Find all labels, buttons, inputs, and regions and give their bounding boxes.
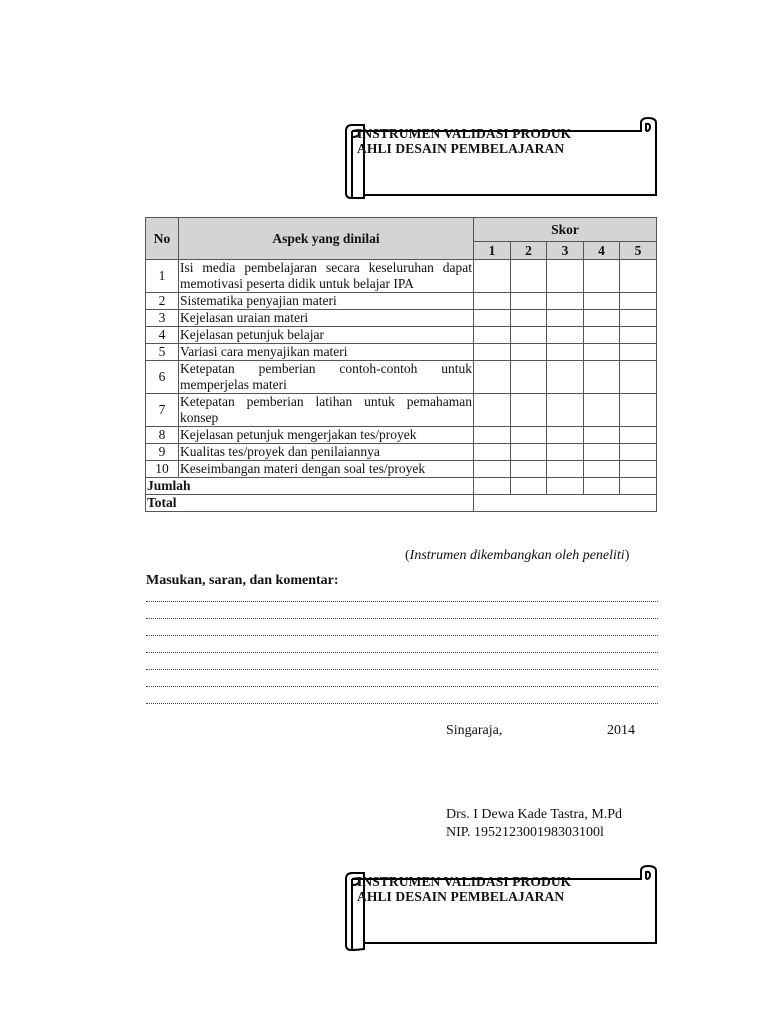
score-col-4: 4 (584, 242, 620, 260)
jumlah-row (146, 478, 657, 495)
note-close: ) (624, 548, 630, 563)
footer-title-line-2: AHLI DESAIN PEMBELAJARAN (357, 889, 565, 904)
row-aspect: Kejelasan petunjuk belajar (179, 327, 474, 344)
table-row (146, 344, 657, 361)
table-row (146, 444, 657, 461)
row-aspect: Kualitas tes/proyek dan penilaiannya (179, 444, 474, 461)
score-cell[interactable] (620, 361, 657, 394)
score-cell[interactable] (511, 461, 547, 478)
score-col-3: 3 (547, 242, 584, 260)
row-number: 10 (146, 461, 179, 478)
score-cell[interactable] (620, 344, 657, 361)
score-cell[interactable] (547, 293, 584, 310)
score-cell[interactable] (620, 310, 657, 327)
table-row (146, 310, 657, 327)
score-cell[interactable] (511, 260, 547, 293)
feedback-line[interactable] (146, 635, 658, 636)
score-cell[interactable] (511, 344, 547, 361)
score-cell[interactable] (620, 260, 657, 293)
score-col-5: 5 (620, 242, 657, 260)
score-cell[interactable] (584, 444, 620, 461)
signature-place: Singaraja, (446, 723, 503, 738)
table-row (146, 260, 657, 293)
feedback-line[interactable] (146, 652, 658, 653)
footer-banner (345, 865, 659, 951)
score-cell[interactable] (584, 260, 620, 293)
score-col-1: 1 (474, 242, 511, 260)
score-cell[interactable] (474, 394, 511, 427)
header-no: No (146, 218, 179, 260)
score-cell[interactable] (620, 394, 657, 427)
row-number: 9 (146, 444, 179, 461)
row-number: 1 (146, 260, 179, 293)
jumlah-label: Jumlah (146, 478, 474, 495)
score-cell[interactable] (620, 444, 657, 461)
score-cell[interactable] (474, 327, 511, 344)
score-cell[interactable] (620, 327, 657, 344)
feedback-label: Masukan, saran, dan komentar: (146, 573, 339, 588)
row-number: 6 (146, 361, 179, 394)
row-aspect: Kejelasan petunjuk mengerjakan tes/proyek (179, 427, 474, 444)
score-cell[interactable] (547, 461, 584, 478)
table-row (146, 461, 657, 478)
note-open: ( (405, 548, 410, 563)
row-aspect: Kejelasan uraian materi (179, 310, 474, 327)
score-cell[interactable] (511, 427, 547, 444)
score-cell[interactable] (547, 344, 584, 361)
validation-table (145, 217, 657, 512)
header-aspek: Aspek yang dinilai (179, 218, 474, 260)
score-cell[interactable] (620, 293, 657, 310)
score-cell[interactable] (584, 394, 620, 427)
score-cell[interactable] (584, 327, 620, 344)
row-number: 4 (146, 327, 179, 344)
score-col-2: 2 (511, 242, 547, 260)
score-cell[interactable] (511, 394, 547, 427)
signature-year: 2014 (607, 723, 635, 738)
score-cell[interactable] (511, 327, 547, 344)
feedback-line[interactable] (146, 669, 658, 670)
score-cell[interactable] (547, 427, 584, 444)
score-cell[interactable] (474, 361, 511, 394)
score-cell[interactable] (584, 461, 620, 478)
score-cell[interactable] (474, 427, 511, 444)
score-cell[interactable] (584, 427, 620, 444)
jumlah-cell[interactable] (511, 478, 547, 495)
score-cell[interactable] (547, 444, 584, 461)
score-cell[interactable] (620, 427, 657, 444)
score-cell[interactable] (511, 310, 547, 327)
score-cell[interactable] (474, 260, 511, 293)
score-cell[interactable] (474, 461, 511, 478)
total-label: Total (146, 495, 474, 512)
score-cell[interactable] (584, 344, 620, 361)
feedback-line[interactable] (146, 686, 658, 687)
total-cell[interactable] (474, 495, 657, 512)
score-cell[interactable] (547, 310, 584, 327)
score-cell[interactable] (620, 461, 657, 478)
row-aspect: Keseimbangan materi dengan soal tes/proyek (179, 461, 474, 478)
row-number: 5 (146, 344, 179, 361)
row-number: 2 (146, 293, 179, 310)
table-row (146, 361, 657, 394)
score-cell[interactable] (474, 293, 511, 310)
table-row (146, 427, 657, 444)
score-cell[interactable] (547, 327, 584, 344)
score-cell[interactable] (547, 260, 584, 293)
score-cell[interactable] (474, 444, 511, 461)
score-cell[interactable] (474, 344, 511, 361)
feedback-line[interactable] (146, 703, 658, 704)
score-cell[interactable] (584, 293, 620, 310)
score-cell[interactable] (584, 361, 620, 394)
jumlah-cell[interactable] (474, 478, 511, 495)
title-line-1: INSTRUMEN VALIDASI PRODUK (357, 126, 572, 141)
header-skor: Skor (474, 218, 657, 242)
row-number: 7 (146, 394, 179, 427)
signature-nip: NIP. 195212300198303100l (446, 825, 604, 840)
note-text: Instrumen dikembangkan oleh peneliti (409, 548, 625, 563)
row-aspect: Variasi cara menyajikan materi (179, 344, 474, 361)
row-number: 3 (146, 310, 179, 327)
score-cell[interactable] (547, 361, 584, 394)
instrument-note (405, 548, 629, 564)
score-cell[interactable] (474, 310, 511, 327)
feedback-line[interactable] (146, 601, 658, 602)
row-aspect: Isi media pembelajaran secara keseluruhan dapat memotivasi peserta didik untuk belajar IPA (180, 260, 472, 291)
score-cell[interactable] (511, 293, 547, 310)
title-banner (345, 117, 659, 199)
table-row (146, 394, 657, 427)
table-row (146, 327, 657, 344)
score-cell[interactable] (511, 444, 547, 461)
jumlah-cell[interactable] (620, 478, 657, 495)
jumlah-cell[interactable] (584, 478, 620, 495)
score-cell[interactable] (547, 394, 584, 427)
table-row (146, 293, 657, 310)
row-number: 8 (146, 427, 179, 444)
score-cell[interactable] (511, 361, 547, 394)
total-row (146, 495, 657, 512)
title-line-2: AHLI DESAIN PEMBELAJARAN (357, 141, 565, 156)
footer-title-line-1: INSTRUMEN VALIDASI PRODUK (357, 874, 572, 889)
score-cell[interactable] (584, 310, 620, 327)
row-aspect: Ketepatan pemberian latihan untuk pemahaman konsep (180, 394, 472, 425)
feedback-line[interactable] (146, 618, 658, 619)
jumlah-cell[interactable] (547, 478, 584, 495)
row-aspect: Ketepatan pemberian contoh-contoh untuk memperjelas materi (180, 361, 472, 392)
row-aspect: Sistematika penyajian materi (179, 293, 474, 310)
signature-name: Drs. I Dewa Kade Tastra, M.Pd (446, 807, 623, 822)
